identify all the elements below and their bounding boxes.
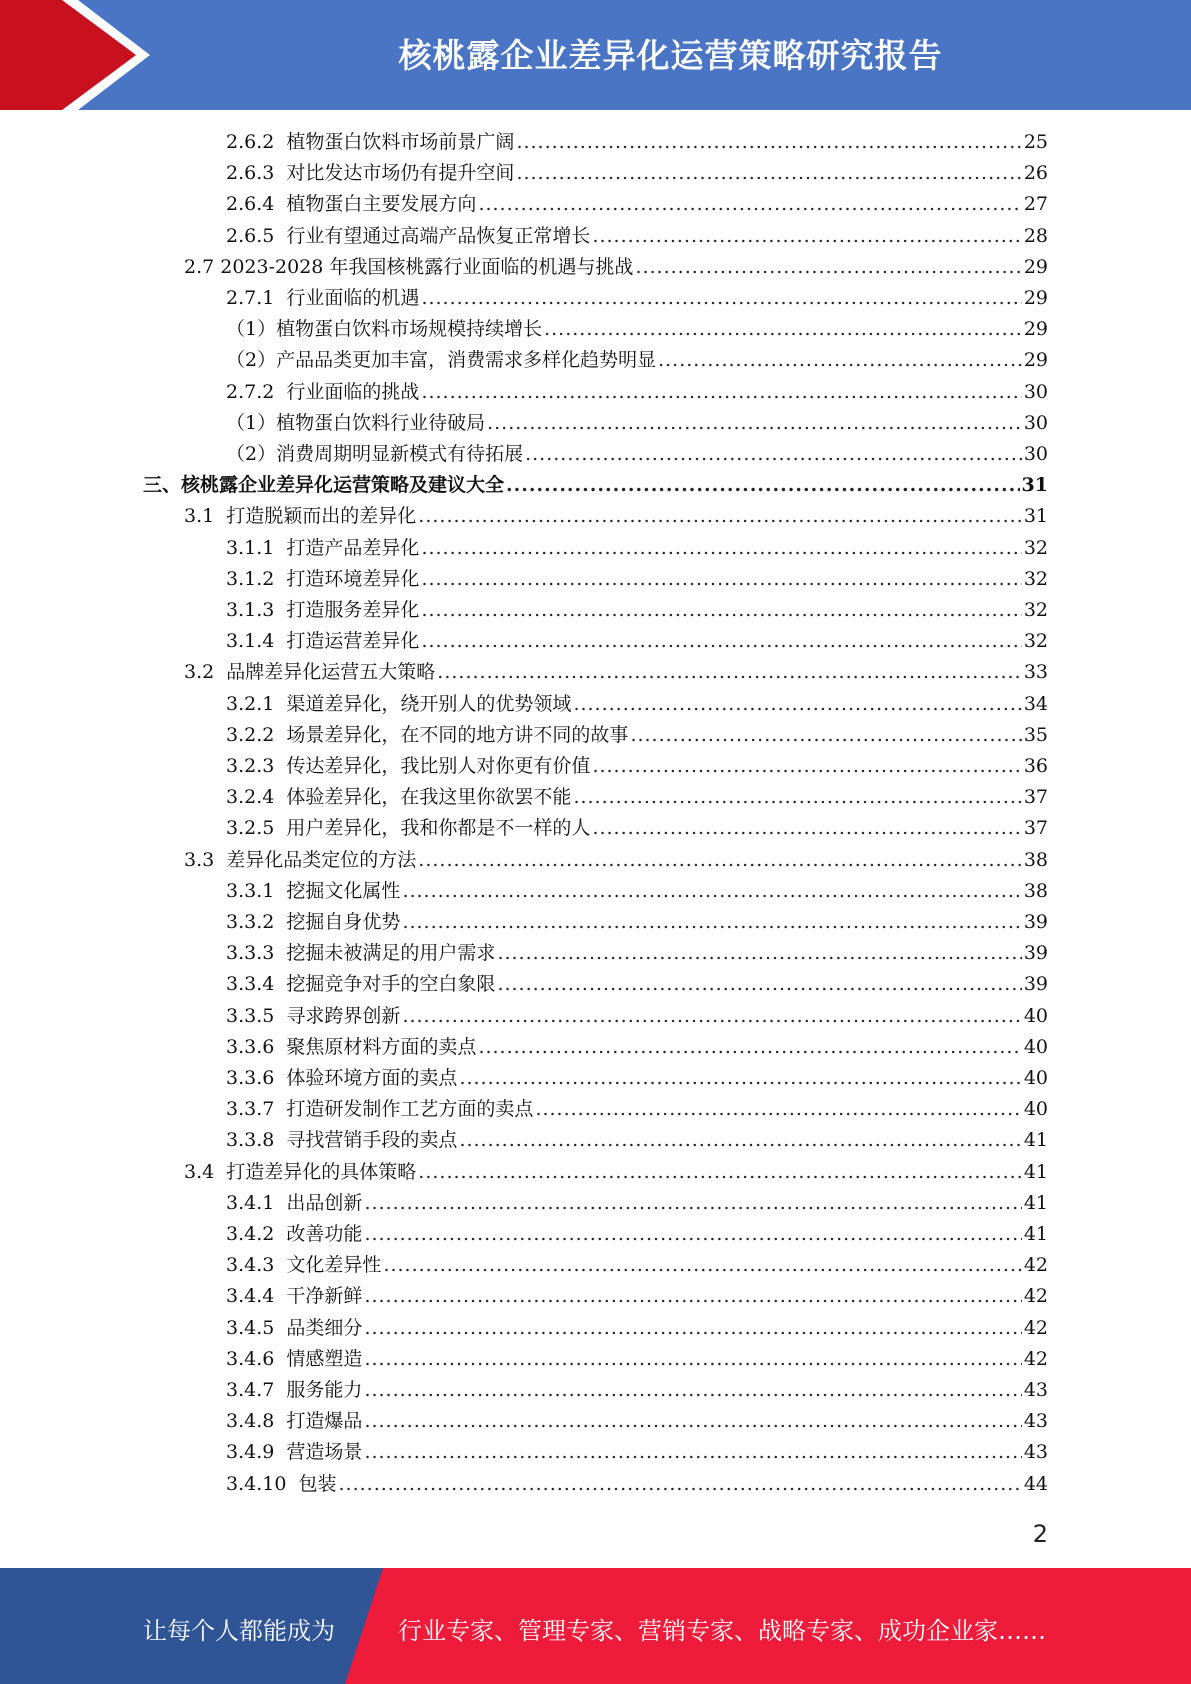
toc-entry[interactable] [143, 470, 1048, 501]
toc-entry[interactable] [226, 1406, 1048, 1437]
toc-leader-dots [364, 1406, 1021, 1437]
toc-entry-page: 38 [1023, 848, 1048, 871]
toc-entry-title: 3.3.3 挖掘未被满足的用户需求 [226, 942, 496, 965]
toc-entry-title: 3.3.6 聚焦原材料方面的卖点 [226, 1035, 477, 1058]
toc-leader-dots [497, 938, 1021, 969]
toc-leader-dots [421, 377, 1021, 408]
toc-leader-dots [573, 689, 1021, 720]
toc-entry[interactable] [226, 907, 1048, 938]
toc-entry-title: 3.4.1 出品创新 [226, 1191, 363, 1214]
toc-entry[interactable] [184, 1157, 1048, 1188]
toc-entry-title: 3.2.2 场景差异化，在不同的地方讲不同的故事 [226, 723, 629, 746]
toc-entry[interactable] [226, 720, 1048, 751]
toc-leader-dots [421, 564, 1021, 595]
toc-entry[interactable] [184, 501, 1048, 532]
toc-entry[interactable] [226, 439, 1048, 470]
toc-leader-dots [535, 1094, 1021, 1125]
toc-entry-page: 31 [1021, 474, 1048, 497]
toc-entry-page: 41 [1023, 1223, 1048, 1245]
toc-entry-page: 42 [1023, 1254, 1048, 1277]
toc-leader-dots [506, 470, 1020, 501]
toc-entry[interactable] [226, 283, 1048, 314]
toc-entry-title: 2.6.4 植物蛋白主要发展方向 [226, 193, 477, 216]
toc-entry-title: 3.1.3 打造服务差异化 [226, 599, 420, 621]
toc-entry[interactable] [226, 533, 1048, 564]
toc-leader-dots [402, 876, 1021, 907]
toc-entry[interactable] [226, 938, 1048, 969]
toc-entry-page: 31 [1023, 505, 1048, 528]
toc-entry[interactable] [226, 1001, 1048, 1032]
toc-entry-page: 42 [1023, 1316, 1048, 1339]
toc-entry-page: 37 [1023, 817, 1048, 840]
toc-entry-title: 3.2.4 体验差异化，在我这里你欲罢不能 [226, 786, 572, 809]
toc-leader-dots [573, 782, 1021, 813]
toc-entry-page: 43 [1023, 1410, 1048, 1433]
toc-entry-title: 3.3.2 挖掘自身优势 [226, 911, 401, 933]
toc-entry-title: 3.4.9 营造场景 [226, 1441, 363, 1464]
toc-entry[interactable] [226, 1281, 1048, 1312]
toc-leader-dots [402, 1001, 1021, 1032]
toc-entry[interactable] [226, 221, 1048, 252]
toc-entry-title: （2）消费周期明显新模式有待拓展 [226, 443, 524, 465]
toc-entry[interactable] [226, 751, 1048, 782]
toc-leader-dots [421, 283, 1021, 314]
toc-entry-page: 40 [1023, 1004, 1048, 1027]
toc-entry-page: 41 [1023, 1129, 1048, 1152]
toc-leader-dots [459, 1063, 1021, 1094]
toc-entry-title: 3.4.10 包装 [226, 1472, 337, 1495]
toc-entry-page: 29 [1023, 349, 1048, 372]
toc-entry-title: 3.3.5 寻求跨界创新 [226, 1004, 401, 1027]
toc-leader-dots [418, 845, 1022, 876]
toc-leader-dots [364, 1188, 1021, 1219]
toc-entry-title: 3.1.1 打造产品差异化 [226, 536, 420, 559]
footer-slogan-right: 行业专家、管理专家、营销专家、战略专家、成功企业家…… [398, 1617, 1046, 1645]
toc-entry-title: 3.4.6 情感塑造 [226, 1347, 363, 1370]
toc-entry-title: （1）植物蛋白饮料市场规模持续增长 [226, 318, 543, 341]
toc-entry[interactable] [226, 1219, 1048, 1250]
toc-entry[interactable] [226, 1125, 1048, 1156]
toc-entry-page: 32 [1023, 567, 1048, 590]
toc-entry-page: 32 [1023, 536, 1048, 559]
toc-entry[interactable] [226, 1375, 1048, 1406]
toc-leader-dots [364, 1375, 1021, 1406]
toc-leader-dots [364, 1219, 1021, 1250]
toc-entry-title: 3.3.4 挖掘竞争对手的空白象限 [226, 973, 496, 996]
page-number: 2 [1032, 1520, 1048, 1548]
toc-entry-title: 3.4.4 干净新鲜 [226, 1285, 363, 1308]
toc-entry-title: 3.4.5 品类细分 [226, 1316, 363, 1339]
toc-entry-title: 3.3.8 寻找营销手段的卖点 [226, 1129, 458, 1152]
toc-entry-page: 34 [1023, 692, 1048, 715]
toc-entry-page: 29 [1023, 287, 1048, 309]
toc-entry-title: 3.3.7 打造研发制作工艺方面的卖点 [226, 1098, 534, 1121]
toc-entry-title: 3.3.6 体验环境方面的卖点 [226, 1067, 458, 1089]
toc-entry-page: 25 [1023, 131, 1048, 153]
toc-entry-title: 2.6.2 植物蛋白饮料市场前景广阔 [226, 131, 515, 153]
toc-leader-dots [364, 1281, 1021, 1312]
toc-leader-dots [364, 1437, 1021, 1468]
toc-entry-page: 29 [1023, 318, 1048, 341]
toc-entry[interactable] [226, 689, 1048, 720]
toc-entry[interactable] [226, 158, 1048, 189]
toc-entry-title: （1）植物蛋白饮料行业待破局 [226, 411, 486, 434]
page-footer [0, 1568, 1191, 1684]
toc-entry[interactable] [226, 969, 1048, 1000]
toc-entry[interactable] [184, 657, 1048, 688]
toc-entry[interactable] [226, 564, 1048, 595]
toc-leader-dots [402, 907, 1021, 938]
toc-leader-dots [635, 252, 1021, 283]
toc-entry-title: 3.2 品牌差异化运营五大策略 [184, 661, 436, 684]
toc-entry-page: 39 [1023, 973, 1048, 996]
footer-slogan-left: 让每个人都能成为 [143, 1617, 335, 1645]
toc-entry[interactable] [226, 1032, 1048, 1063]
toc-leader-dots [459, 1125, 1021, 1156]
toc-entry-title: 2.6.5 行业有望通过高端产品恢复正常增长 [226, 224, 591, 247]
toc-entry[interactable] [226, 1469, 1048, 1500]
toc-entry-page: 32 [1023, 630, 1048, 653]
toc-entry-page: 30 [1023, 411, 1048, 434]
toc-entry-title: 3.2.1 渠道差异化，绕开别人的优势领域 [226, 692, 572, 715]
toc-entry-title: 3.4.8 打造爆品 [226, 1410, 363, 1433]
toc-entry-page: 38 [1023, 879, 1048, 902]
toc-leader-dots [418, 1157, 1022, 1188]
toc-leader-dots [592, 221, 1021, 252]
toc-entry-title: 3.2.3 传达差异化，我比别人对你更有价值 [226, 755, 591, 777]
toc-entry-page: 30 [1023, 380, 1048, 403]
toc-leader-dots [421, 626, 1021, 657]
toc-leader-dots [630, 720, 1021, 751]
toc-entry-page: 41 [1023, 1160, 1048, 1183]
toc-entry-page: 36 [1023, 755, 1048, 777]
toc-entry-page: 40 [1023, 1035, 1048, 1058]
toc-entry[interactable] [226, 626, 1048, 657]
toc-leader-dots [437, 657, 1022, 688]
toc-entry[interactable] [226, 1344, 1048, 1375]
toc-leader-dots [364, 1313, 1021, 1344]
toc-leader-dots [497, 969, 1021, 1000]
toc-entry-title: 3.3 差异化品类定位的方法 [184, 848, 417, 871]
toc-entry[interactable] [226, 377, 1048, 408]
toc-leader-dots [421, 533, 1021, 564]
toc-entry[interactable] [226, 1313, 1048, 1344]
toc-entry[interactable] [226, 782, 1048, 813]
toc-leader-dots [516, 158, 1021, 189]
toc-entry-page: 40 [1023, 1098, 1048, 1121]
toc-entry-page: 41 [1023, 1191, 1048, 1214]
toc-entry-page: 33 [1023, 661, 1048, 684]
toc-leader-dots [383, 1250, 1021, 1281]
toc-leader-dots [418, 501, 1022, 532]
toc-entry-title: 2.7 2023-2028 年我国核桃露行业面临的机遇与挑战 [184, 255, 634, 278]
toc-entry[interactable] [226, 127, 1048, 158]
toc-leader-dots [525, 439, 1022, 470]
toc-entry[interactable] [226, 1250, 1048, 1281]
toc-entry[interactable] [226, 813, 1048, 844]
toc-entry-title: 2.6.3 对比发达市场仍有提升空间 [226, 162, 515, 185]
toc-leader-dots [364, 1344, 1021, 1375]
toc-entry-title: 2.7.1 行业面临的机遇 [226, 287, 420, 309]
toc-entry-title: 3.4.7 服务能力 [226, 1379, 363, 1401]
toc-entry-title: （2）产品品类更加丰富，消费需求多样化趋势明显 [226, 349, 657, 372]
toc-leader-dots [544, 314, 1022, 345]
toc-leader-dots [487, 408, 1022, 439]
toc-leader-dots [516, 127, 1021, 158]
toc-entry[interactable] [226, 1437, 1048, 1468]
toc-entry-page: 30 [1023, 443, 1048, 465]
toc-entry-page: 43 [1023, 1379, 1048, 1401]
toc-entry-title: 2.7.2 行业面临的挑战 [226, 380, 420, 403]
toc-entry-page: 39 [1023, 911, 1048, 933]
toc-entry[interactable] [226, 189, 1048, 220]
toc-leader-dots [592, 751, 1021, 782]
toc-entry-title: 3.1 打造脱颖而出的差异化 [184, 505, 417, 528]
toc-entry[interactable] [226, 1188, 1048, 1219]
toc-entry-page: 39 [1023, 942, 1048, 965]
toc-entry-page: 32 [1023, 599, 1048, 621]
toc-leader-dots [339, 1469, 1022, 1500]
toc-entry[interactable] [226, 345, 1048, 376]
toc-entry-page: 28 [1023, 224, 1048, 247]
toc-entry-page: 42 [1023, 1347, 1048, 1370]
toc-leader-dots [658, 345, 1022, 376]
toc-entry[interactable] [226, 595, 1048, 626]
report-title: 核桃露企业差异化运营策略研究报告 [398, 36, 943, 75]
toc-entry-title: 3.3.1 挖掘文化属性 [226, 879, 401, 902]
toc-entry-page: 27 [1023, 193, 1048, 216]
toc-entry-title: 三、核桃露企业差异化运营策略及建议大全 [143, 474, 505, 497]
toc-entry-title: 3.1.4 打造运营差异化 [226, 630, 420, 653]
toc-entry[interactable] [184, 845, 1048, 876]
toc-entry-page: 42 [1023, 1285, 1048, 1308]
toc-entry-page: 35 [1023, 723, 1048, 746]
toc-leader-dots [421, 595, 1021, 626]
toc-entry[interactable] [226, 408, 1048, 439]
toc-entry-title: 3.2.5 用户差异化，我和你都是不一样的人 [226, 817, 591, 840]
page-header [0, 0, 1191, 110]
toc-entry-title: 3.4.3 文化差异性 [226, 1254, 382, 1277]
toc-entry[interactable] [226, 314, 1048, 345]
toc-entry[interactable] [226, 1063, 1048, 1094]
toc-entry-page: 43 [1023, 1441, 1048, 1464]
toc-entry[interactable] [184, 252, 1048, 283]
toc-entry-page: 29 [1023, 255, 1048, 278]
toc-entry-title: 3.1.2 打造环境差异化 [226, 567, 420, 590]
toc-entry-page: 26 [1023, 162, 1048, 185]
toc-entry[interactable] [226, 1094, 1048, 1125]
toc-entry-title: 3.4.2 改善功能 [226, 1223, 363, 1245]
toc-entry-page: 37 [1023, 786, 1048, 809]
toc-leader-dots [478, 1032, 1021, 1063]
toc-entry[interactable] [226, 876, 1048, 907]
toc-entry-page: 44 [1023, 1472, 1048, 1495]
toc-entry-page: 40 [1023, 1067, 1048, 1089]
toc-leader-dots [478, 189, 1021, 220]
toc-entry-title: 3.4 打造差异化的具体策略 [184, 1160, 417, 1183]
toc-leader-dots [592, 813, 1021, 844]
